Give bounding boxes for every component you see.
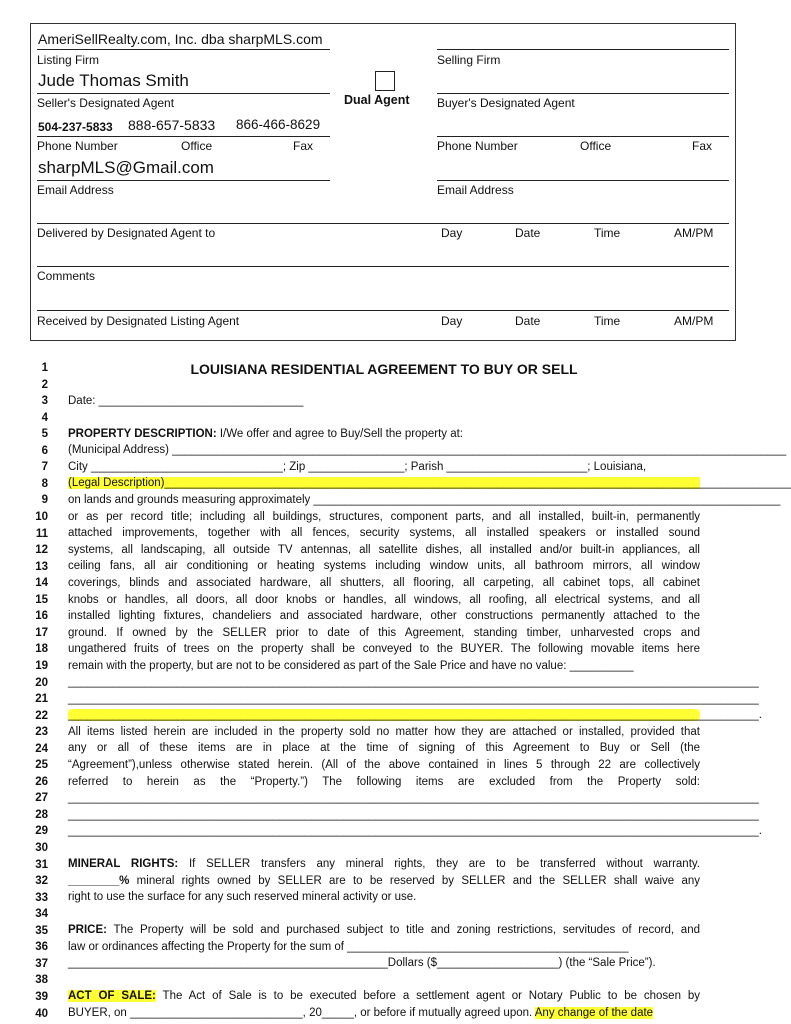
line-number: 12 — [35, 544, 48, 556]
listing-firm-line — [37, 49, 330, 50]
mineral-percent-field[interactable]: ________% — [68, 875, 130, 887]
line-number: 39 — [35, 990, 48, 1003]
received-day-label: Day — [441, 314, 463, 328]
delivered-label: Delivered by Designated Agent to — [37, 226, 216, 240]
line-number: 36 — [35, 941, 48, 954]
line-number: 5 — [41, 428, 48, 441]
line-number: 24 — [35, 742, 48, 755]
line-number: 29 — [35, 825, 48, 838]
office-value[interactable]: 888-657-5833 — [128, 117, 216, 133]
line-number: 22 — [35, 709, 48, 722]
buyer-agent-line[interactable] — [437, 93, 729, 94]
line-number: 15 — [35, 593, 48, 606]
date-change-highlight: Any change of the date — [534, 1007, 654, 1019]
document-title: LOUISIANA RESIDENTIAL AGREEMENT TO BUY OR SELL — [190, 361, 578, 377]
legal-description-field[interactable]: (Legal Description)__________________________________________________________________________________________________ — [68, 477, 791, 489]
line-number: 3 — [41, 395, 48, 408]
movable-items-line-21[interactable]: ____________________________________________________________________________________________________________ — [68, 693, 759, 705]
body-line-10: or as per record title; including all buildings, structures, component parts, and all installed, built-in, permanently — [68, 511, 700, 523]
body-line-13: ceiling fans, all air conditioning or heating systems including window units, all bathroom mirrors, all window — [68, 560, 700, 572]
body-line-18: ungathered fruits of trees on the property shall be conveyed to the BUYER. The following movable items here — [68, 643, 700, 655]
line-number: 20 — [35, 676, 48, 689]
comments-label: Comments — [37, 269, 96, 283]
right-email-label: Email Address — [437, 183, 514, 197]
right-phone-label: Phone Number — [437, 139, 518, 153]
body-line-16: installed lighting fixtures, chandeliers and associated hardware, other constructions permanently attached to the — [68, 610, 700, 622]
line-number: 1 — [41, 362, 48, 374]
line-number: 35 — [35, 924, 48, 937]
line-number: 26 — [35, 775, 48, 788]
delivered-day-label: Day — [441, 226, 463, 240]
date-field[interactable]: Date: ________________________________ — [68, 395, 304, 407]
line-number: 34 — [35, 908, 48, 921]
body-line-33: right to use the surface for any such reserved mineral activity or use. — [68, 891, 417, 903]
line-number: 21 — [35, 693, 48, 705]
land-measure-field[interactable]: on lands and grounds measuring approximately _________________________________________________________________________ — [68, 494, 781, 506]
act-of-sale-date-field[interactable]: BUYER, on ___________________________, 20_____, or before if mutually agreed upon. — [68, 1007, 535, 1019]
mineral-rights-line — [68, 858, 700, 870]
line-number: 27 — [35, 792, 48, 805]
seller-agent-line — [37, 93, 330, 94]
line-number: 25 — [35, 759, 48, 772]
line-number: 33 — [35, 891, 48, 904]
act-of-sale-date-line — [68, 1007, 700, 1019]
line-number: 8 — [41, 477, 48, 490]
price-line — [68, 924, 700, 936]
email-line — [37, 180, 330, 181]
mineral-percent-line — [68, 875, 700, 887]
right-office-label: Office — [580, 139, 612, 153]
movable-items-line-20[interactable]: ____________________________________________________________________________________________________________ — [68, 676, 759, 688]
received-date-label: Date — [515, 314, 541, 328]
seller-agent-label: Seller's Designated Agent — [37, 96, 175, 110]
line-number: 19 — [35, 659, 48, 672]
right-fax-label: Fax — [692, 139, 713, 153]
fax-label: Fax — [293, 139, 314, 153]
delivered-date-label: Date — [515, 226, 541, 240]
property-description-heading: PROPERTY DESCRIPTION: — [68, 428, 217, 440]
line-number: 28 — [35, 808, 48, 821]
mineral-rights-heading: MINERAL RIGHTS: — [68, 858, 179, 870]
price-sum-field[interactable]: law or ordinances affecting the Property for the sum of ____________________________________________ — [68, 941, 629, 953]
received-time-label: Time — [594, 314, 621, 328]
mineral-rights-text: If SELLER transfers any mineral rights, they are to be transferred without warranty. — [178, 858, 700, 870]
line-number: 40 — [35, 1007, 48, 1020]
delivered-time-label: Time — [594, 226, 621, 240]
act-of-sale-heading: ACT OF SALE: — [68, 990, 156, 1002]
line-number: 10 — [35, 511, 48, 523]
body-line-25: “Agreement”),unless otherwise stated herein. (All of the above contained in lines 5 through 22 are collectively — [68, 759, 700, 771]
city-zip-parish-field[interactable]: City ______________________________; Zip _______________; Parish ______________________; Louisiana, — [68, 461, 647, 473]
received-ampm-label: AM/PM — [674, 314, 714, 328]
delivered-line[interactable] — [37, 223, 729, 224]
right-phone-line[interactable] — [437, 136, 729, 137]
phone-value[interactable]: 504-237-5833 — [38, 120, 113, 134]
body-line-24: any or all of these items are in place at the time of signing of this Agreement to Buy or Sell (the — [68, 742, 700, 754]
mineral-percent-text: mineral rights owned by SELLER are to be reserved by SELLER and the SELLER shall waive any — [129, 875, 700, 887]
line-number: 2 — [41, 378, 48, 391]
received-label: Received by Designated Listing Agent — [37, 314, 240, 328]
seller-agent-value[interactable]: Jude Thomas Smith — [38, 71, 189, 90]
price-heading: PRICE: — [68, 924, 107, 936]
line-number: 31 — [35, 858, 48, 871]
body-line-26: referred to herein as the “Property.”) The following items are excluded from the Property sold: — [68, 776, 700, 788]
selling-firm-label: Selling Firm — [437, 53, 501, 67]
line-number: 4 — [41, 411, 48, 424]
delivered-ampm-label: AM/PM — [674, 226, 714, 240]
line-number: 16 — [35, 610, 48, 623]
line-number: 9 — [41, 494, 48, 507]
listing-firm-label: Listing Firm — [37, 53, 100, 67]
excluded-items-line-27[interactable]: ____________________________________________________________________________________________________________ — [68, 792, 759, 804]
excluded-items-line-28[interactable]: ____________________________________________________________________________________________________________ — [68, 809, 759, 821]
line-number: 23 — [35, 726, 48, 739]
line-number: 14 — [35, 577, 48, 590]
listing-firm-value[interactable]: AmeriSellRealty.com, Inc. dba sharpMLS.com — [38, 31, 323, 47]
phone-line — [37, 136, 330, 137]
body-line-23: All items listed herein are included in the property sold no matter how they are attached or installed, provided that — [68, 726, 700, 738]
right-email-line[interactable] — [437, 180, 729, 181]
price-dollars-field[interactable]: __________________________________________________Dollars ($___________________) (the “Sale Price”). — [68, 957, 656, 969]
body-line-14: coverings, blinds and associated hardware, all shutters, all flooring, all carpeting, all cabinet tops, all cabinet — [68, 577, 700, 589]
movable-items-line-22[interactable]: ____________________________________________________________________________________________________________. — [68, 709, 762, 721]
line-number: 6 — [41, 444, 48, 457]
selling-firm-line[interactable] — [437, 49, 729, 50]
property-description-text: I/We offer and agree to Buy/Sell the property at: — [216, 428, 464, 440]
line-number: 38 — [35, 974, 48, 987]
property-description-line — [68, 428, 700, 440]
buyer-agent-label: Buyer's Designated Agent — [437, 96, 575, 110]
line-number: 17 — [35, 626, 48, 639]
email-value[interactable]: sharpMLS@Gmail.com — [38, 158, 214, 177]
body-line-17: ground. If owned by the SELLER prior to date of this Agreement, standing timber, unharvested crops and — [68, 627, 700, 639]
body-line-11: attached improvements, together with all fences, security systems, all installed speakers or installed sound — [68, 527, 700, 539]
line-number: 32 — [35, 875, 48, 888]
line-number: 11 — [35, 527, 48, 540]
line-number: 18 — [35, 643, 48, 656]
line-number: 7 — [41, 461, 48, 474]
dual-agent-checkbox[interactable] — [375, 71, 395, 91]
municipal-address-field[interactable]: (Municipal Address) ________________________________________________________________________________________________ — [68, 444, 787, 456]
movable-items-field[interactable]: remain with the property, but are not to be considered as part of the Sale Price and have no value: __________ — [68, 660, 634, 672]
body-line-12: systems, all landscaping, all outside TV antennas, all satellite dishes, all installed and/or built-in appliances, all — [68, 544, 700, 556]
received-line[interactable] — [37, 310, 729, 311]
line-number: 13 — [35, 560, 48, 573]
excluded-items-line-29[interactable]: ____________________________________________________________________________________________________________. — [68, 825, 762, 837]
email-label: Email Address — [37, 183, 114, 197]
comments-line[interactable] — [37, 266, 729, 267]
dual-agent-label: Dual Agent — [344, 93, 410, 107]
act-of-sale-line — [68, 990, 700, 1002]
fax-value[interactable]: 866-466-8629 — [236, 117, 321, 132]
office-label: Office — [181, 139, 213, 153]
phone-label: Phone Number — [37, 139, 118, 153]
act-of-sale-text: The Act of Sale is to be executed before a settlement agent or Notary Public to be chosen by — [155, 990, 700, 1002]
body-line-15: knobs or handles, all doors, all door knobs or handles, all windows, all roofing, all electrical systems, and all — [68, 594, 700, 606]
price-text: The Property will be sold and purchased subject to title and zoning restrictions, servitudes of record, and — [106, 924, 700, 936]
line-number: 37 — [35, 957, 48, 970]
line-number: 30 — [35, 842, 48, 854]
